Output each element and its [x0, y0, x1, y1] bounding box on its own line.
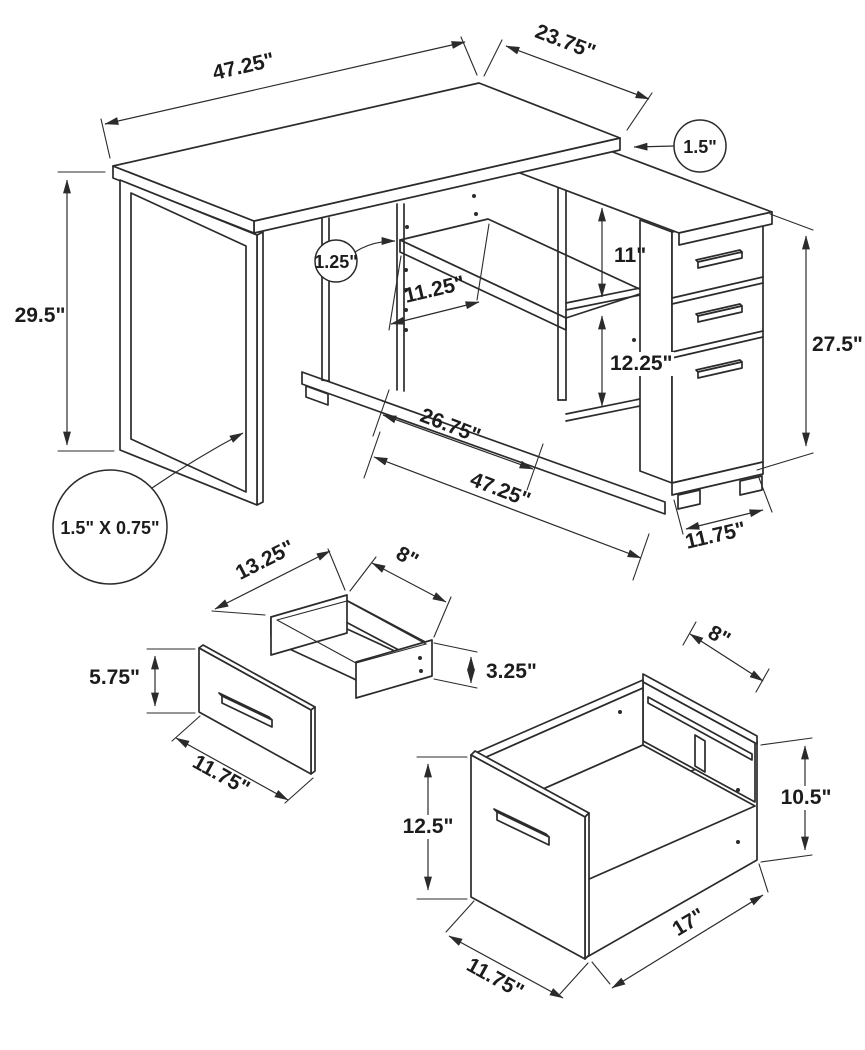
dim-file-drawer-depth-label: 8": [704, 621, 735, 652]
dim-base-length-label: 47.25": [467, 467, 534, 512]
dim-leg-height-label: 29.5": [14, 304, 66, 327]
dim-small-drawer-length-label: 13.25": [231, 535, 299, 585]
small-drawer-view: [89, 536, 537, 803]
dim-file-drawer-side-length-label: 17": [668, 903, 709, 941]
dim-top-thickness-label: 1.5": [683, 137, 717, 157]
leg-frame: [120, 180, 263, 505]
dim-lower-opening-label: 12.25": [610, 352, 673, 375]
file-rail-bracket: [695, 735, 705, 772]
dim-leg-profile-label: 1.5" X 0.75": [60, 518, 160, 538]
adjustable-shelf: [400, 219, 646, 330]
dim-storage-length-label: 26.75": [417, 403, 484, 448]
dim-small-drawer-width-label: 11.75": [188, 750, 254, 801]
dim-file-drawer-front-height-label: 12.5": [402, 815, 454, 838]
dim-file-drawer-width-label: 11.75": [462, 953, 528, 1004]
small-drawer-front-panel: [199, 645, 315, 774]
dim-small-drawer-side-height-label: 3.25": [486, 660, 537, 683]
dim-cabinet-height-label: 27.5": [812, 333, 863, 356]
dim-small-drawer-depth-label: 8": [392, 542, 423, 573]
dim-upper-opening-label: 11": [614, 244, 647, 267]
main-desk-view: [15, 20, 863, 584]
dim-top-depth-label: 23.75": [532, 19, 599, 64]
small-drawer-body: [271, 595, 432, 698]
dim-small-drawer-front-height-label: 5.75": [89, 666, 140, 689]
storage-panels: [322, 204, 404, 391]
file-drawer-view: [398, 621, 836, 1003]
dim-cabinet-width-label: 11.75": [683, 517, 749, 554]
dim-shelf-thickness-label: 1.25": [314, 252, 358, 272]
dim-file-drawer-back-height-label: 10.5": [780, 786, 832, 809]
dim-top-length-label: 47.25": [210, 48, 277, 85]
dim-shelf-depth-label: 11.25": [402, 271, 468, 308]
